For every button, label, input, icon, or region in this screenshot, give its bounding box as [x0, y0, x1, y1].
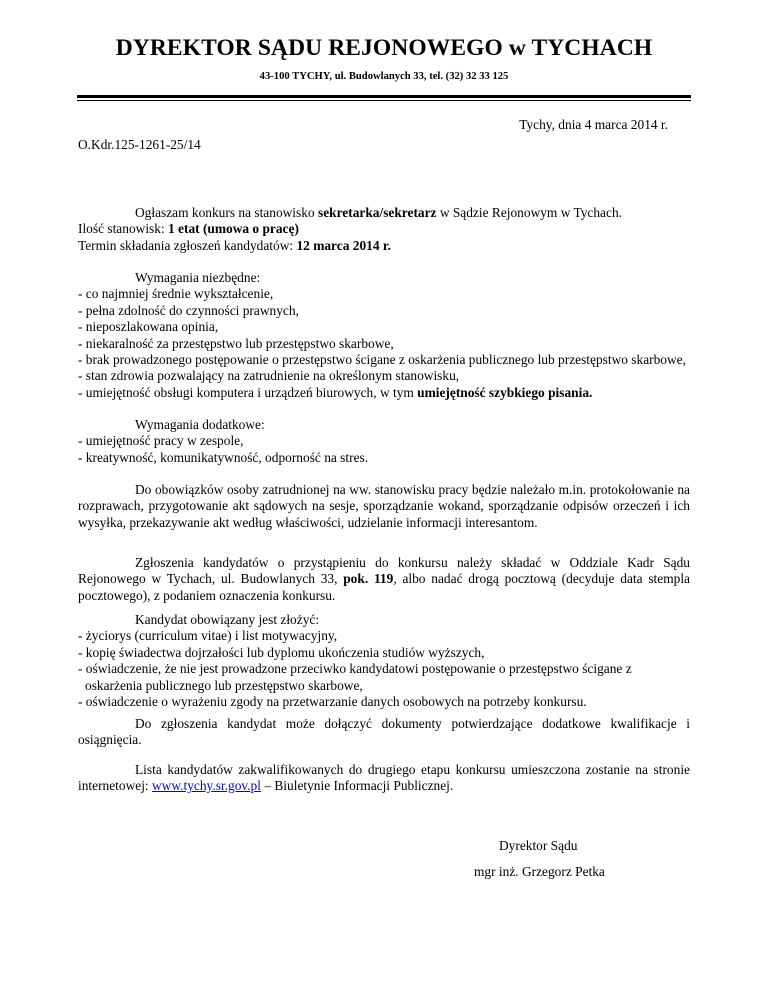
documents-section [78, 612, 690, 710]
additional-heading: Wymagania dodatkowe: [135, 417, 265, 432]
list-item: - kreatywność, komunikatywność, odporność na stres. [78, 449, 369, 465]
duties-text: Do obowiązków osoby zatrudnionej na ww. stanowisku pracy będzie należało m.in. protokołowanie na rozprawach, przygotowanie akt sądowych na sesje, sporządzanie wokand, sporządzanie odpisów orzeczeń i ich wysyłka, przekazywanie akt według właściwości, udzielanie informacji interesantom. [78, 482, 690, 530]
list-item: - umiejętność pracy w zespole, [78, 433, 244, 449]
header-divider-thick [77, 95, 691, 98]
intro-section [78, 205, 690, 254]
submission-section [78, 555, 690, 604]
list-item: - nieposzlakowana opinia, [78, 319, 219, 335]
required-heading: Wymagania niezbędne: [135, 270, 261, 285]
required-section [78, 270, 690, 401]
document-date: Tychy, dnia 4 marca 2014 r. [519, 117, 668, 132]
signature-name: mgr inż. Grzegorz Petka [474, 864, 605, 879]
page-title: DYREKTOR SĄDU REJONOWEGO w TYCHACH [115, 35, 653, 61]
list-item: - co najmniej średnie wykształcenie, [78, 286, 274, 302]
list-item: - brak prowadzonego postępowanie o przestępstwo ścigane z oskarżenia publicznego lub przestępstwo skarbowe, [78, 352, 686, 368]
header-divider-thin [77, 100, 691, 101]
signature-role: Dyrektor Sądu [499, 838, 578, 853]
website-link[interactable]: www.tychy.sr.gov.pl [152, 778, 261, 794]
list-item: - stan zdrowia pozwalający na zatrudnienie na określonym stanowisku, [78, 368, 460, 384]
list-item: - oświadczenie o wyrażeniu zgody na przetwarzanie danych osobowych na potrzeby konkursu. [78, 694, 587, 710]
list-item: - kopię świadectwa dojrzałości lub dyplomu ukończenia studiów wyższych, [78, 644, 485, 660]
documents-heading: Kandydat obowiązany jest złożyć: [135, 612, 320, 627]
intro-deadline: Termin składania zgłoszeń kandydatów: 12 marca 2014 r. [78, 237, 391, 253]
list-item: - oświadczenie, że nie jest prowadzone przeciwko kandydatowi postępowanie o przestępstwo ścigane z oskarżenia publicznego lub przestępstwo skarbowe, [78, 661, 632, 693]
submission-text: Zgłoszenia kandydatów o przystąpieniu do konkursu należy składać w Oddziale Kadr Sądu Rejonowego w Tychach, ul. Budowlanych 33, pok. 119, albo nadać drogą pocztową (decyduje data stempla pocztowego), z podaniem oznaczenia konkursu. [78, 555, 690, 603]
extra-docs-text: Do zgłoszenia kandydat może dołączyć dokumenty potwierdzające dodatkowe kwalifikacje i osiągnięcia. [78, 716, 690, 748]
list-item: - umiejętność obsługi komputera i urządzeń biurowych, w tym umiejętność szybkiego pisania. [78, 384, 593, 400]
intro-positions-count: Ilość stanowisk: 1 etat (umowa o pracę) [78, 221, 299, 237]
results-section [78, 762, 690, 795]
extra-docs-section [78, 716, 690, 749]
duties-section [78, 482, 690, 531]
intro-position: Ogłaszam konkurs na stanowisko sekretarka/sekretarz w Sądzie Rejonowym w Tychach. [135, 205, 622, 220]
list-item: - niekaralność za przestępstwo lub przestępstwo skarbowe, [78, 335, 394, 351]
list-item: - pełna zdolność do czynności prawnych, [78, 302, 299, 318]
additional-section [78, 417, 690, 466]
list-item: - życiorys (curriculum vitae) i list motywacyjny, [78, 628, 338, 644]
reference-number: O.Kdr.125-1261-25/14 [78, 137, 201, 152]
results-text: Lista kandydatów zakwalifikowanych do drugiego etapu konkursu umieszczona zostanie na stronie internetowej: www.tychy.sr.gov.pl – Biuletynie Informacji Publicznej. [78, 762, 690, 794]
header-address: 43-100 TYCHY, ul. Budowlanych 33, tel. (32) 32 33 125 [259, 71, 509, 82]
